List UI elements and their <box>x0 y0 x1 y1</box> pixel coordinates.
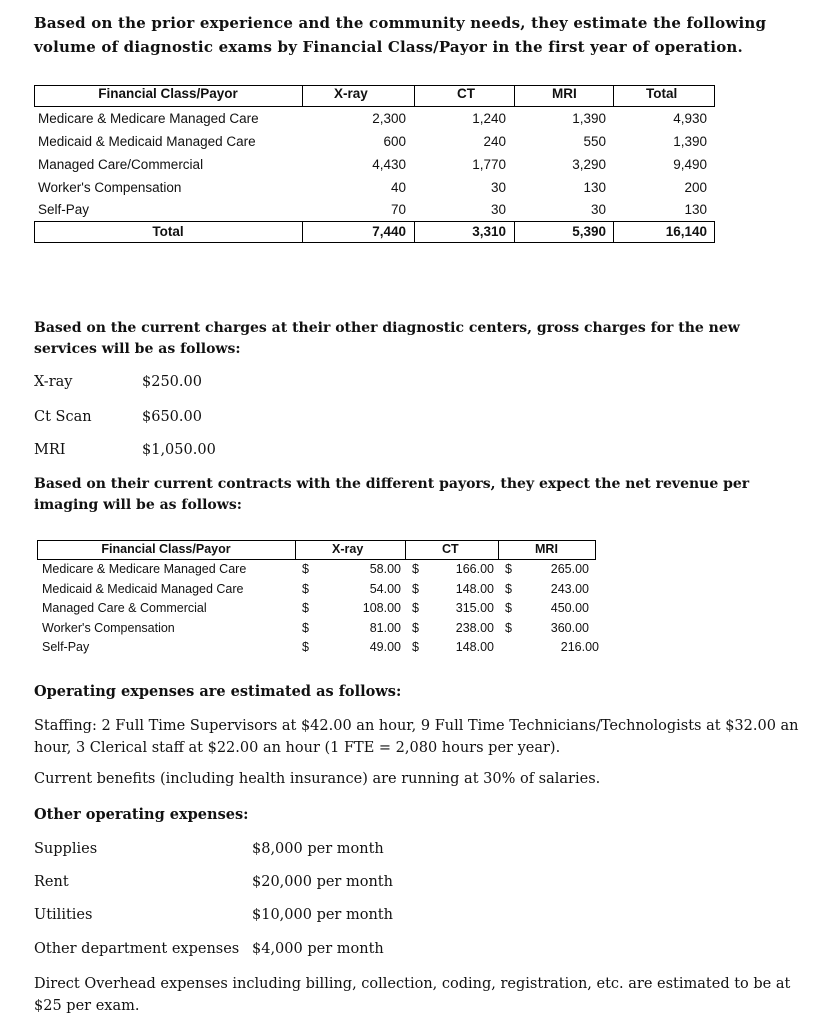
volume-total: 9,490 <box>673 157 707 172</box>
currency-symbol: $ <box>302 601 309 615</box>
revenue-ct: 315.00 <box>455 601 494 615</box>
revenue-payor: Self-Pay <box>42 640 90 654</box>
revenue-ct: 148.00 <box>455 640 494 654</box>
currency-symbol: $ <box>505 601 512 615</box>
volume-total: 4,930 <box>673 111 707 126</box>
other-expenses-heading: Other operating expenses: <box>34 806 249 823</box>
revenue-mri: 360.00 <box>550 621 589 635</box>
volume-xray: 2,300 <box>372 111 406 126</box>
volume-total-total: 16,140 <box>665 224 707 239</box>
charge-label-ct: Ct Scan <box>34 409 92 425</box>
volume-mri: 1,390 <box>572 111 606 126</box>
volume-total: 200 <box>684 180 707 195</box>
volume-header-mri: MRI <box>552 86 577 101</box>
volume-total-label: Total <box>152 224 184 239</box>
revenue-mri: 243.00 <box>550 582 589 596</box>
volume-ct: 240 <box>483 134 506 149</box>
intro-volume-paragraph: Based on the prior experience and the community needs, they estimate the following volume of diagnostic exams by Financial Class/Payor in the first year of operation. <box>34 14 767 56</box>
intro-revenue-paragraph: Based on their current contracts with the different payors, they expect the net revenue per imaging will be as follows: <box>34 476 750 513</box>
revenue-xray: 108.00 <box>362 601 401 615</box>
charge-label-xray: X-ray <box>34 374 73 390</box>
charge-value-xray: $250.00 <box>142 374 202 390</box>
volume-payor: Managed Care/Commercial <box>38 157 204 172</box>
currency-symbol: $ <box>302 582 309 596</box>
volume-xray: 40 <box>390 180 406 195</box>
volume-total: 1,390 <box>673 134 707 149</box>
volume-xray: 4,430 <box>372 157 406 172</box>
volume-ct: 30 <box>490 202 506 217</box>
currency-symbol: $ <box>302 621 309 635</box>
expense-value-utilities: $10,000 per month <box>252 907 393 923</box>
volume-total-xray: 7,440 <box>372 224 406 239</box>
opex-heading: Operating expenses are estimated as follows: <box>34 683 402 700</box>
volume-payor: Medicare & Medicare Managed Care <box>38 111 259 126</box>
expense-label-supplies: Supplies <box>34 841 98 857</box>
charge-value-mri: $1,050.00 <box>142 442 216 458</box>
volume-header-ct: CT <box>457 86 475 101</box>
volume-payor: Self-Pay <box>38 202 90 217</box>
benefits-paragraph: Current benefits (including health insurance) are running at 30% of salaries. <box>34 771 601 787</box>
volume-total-mri: 5,390 <box>572 224 606 239</box>
volume-ct: 1,240 <box>472 111 506 126</box>
revenue-ct: 166.00 <box>455 562 494 576</box>
volume-header-payor: Financial Class/Payor <box>98 86 238 101</box>
volume-xray: 600 <box>383 134 406 149</box>
volume-xray: 70 <box>390 202 406 217</box>
revenue-xray: 81.00 <box>369 621 401 635</box>
revenue-header-xray: X-ray <box>332 542 364 556</box>
revenue-mri: 216.00 <box>560 640 599 654</box>
revenue-ct: 148.00 <box>455 582 494 596</box>
currency-symbol: $ <box>505 582 512 596</box>
volume-ct: 1,770 <box>472 157 506 172</box>
revenue-header-mri: MRI <box>535 542 558 556</box>
expense-label-utilities: Utilities <box>34 907 93 923</box>
revenue-ct: 238.00 <box>455 621 494 635</box>
volume-mri: 130 <box>583 180 606 195</box>
revenue-xray: 49.00 <box>369 640 401 654</box>
volume-mri: 550 <box>583 134 606 149</box>
currency-symbol: $ <box>505 621 512 635</box>
volume-ct: 30 <box>490 180 506 195</box>
volume-payor: Worker's Compensation <box>38 180 182 195</box>
revenue-header-ct: CT <box>442 542 459 556</box>
currency-symbol: $ <box>412 621 419 635</box>
currency-symbol: $ <box>412 601 419 615</box>
overhead-paragraph: Direct Overhead expenses including billing, collection, coding, registration, etc. are estimated to be at $25 per exam. <box>34 976 791 1014</box>
expense-label-other: Other department expenses <box>34 941 240 957</box>
revenue-payor: Medicare & Medicare Managed Care <box>42 562 247 576</box>
expense-value-rent: $20,000 per month <box>252 874 393 890</box>
charge-value-ct: $650.00 <box>142 409 202 425</box>
revenue-payor: Worker's Compensation <box>42 621 175 635</box>
revenue-header-payor: Financial Class/Payor <box>101 542 231 556</box>
revenue-xray: 58.00 <box>369 562 401 576</box>
currency-symbol: $ <box>412 562 419 576</box>
currency-symbol: $ <box>505 562 512 576</box>
staffing-paragraph: Staffing: 2 Full Time Supervisors at $42.00 an hour, 9 Full Time Technicians/Technologists at $32.00 an hour, 3 Clerical staff at $22.00 an hour (1 FTE = 2,080 hours per year). <box>34 718 799 756</box>
volume-mri: 30 <box>590 202 606 217</box>
volume-header-total: Total <box>646 86 678 101</box>
revenue-xray: 54.00 <box>369 582 401 596</box>
currency-symbol: $ <box>412 640 419 654</box>
intro-charges-paragraph: Based on the current charges at their other diagnostic centers, gross charges for the new services will be as follows: <box>34 320 740 357</box>
expense-value-other: $4,000 per month <box>252 941 384 957</box>
revenue-payor: Medicaid & Medicaid Managed Care <box>42 582 244 596</box>
expense-label-rent: Rent <box>34 874 69 890</box>
currency-symbol: $ <box>302 640 309 654</box>
charge-label-mri: MRI <box>34 442 66 458</box>
volume-total: 130 <box>684 202 707 217</box>
revenue-mri: 450.00 <box>550 601 589 615</box>
expense-value-supplies: $8,000 per month <box>252 841 384 857</box>
volume-total-ct: 3,310 <box>472 224 506 239</box>
currency-symbol: $ <box>412 582 419 596</box>
revenue-mri: 265.00 <box>550 562 589 576</box>
volume-mri: 3,290 <box>572 157 606 172</box>
revenue-payor: Managed Care & Commercial <box>42 601 207 615</box>
volume-payor: Medicaid & Medicaid Managed Care <box>38 134 256 149</box>
currency-symbol: $ <box>302 562 309 576</box>
volume-header-xray: X-ray <box>334 86 368 101</box>
